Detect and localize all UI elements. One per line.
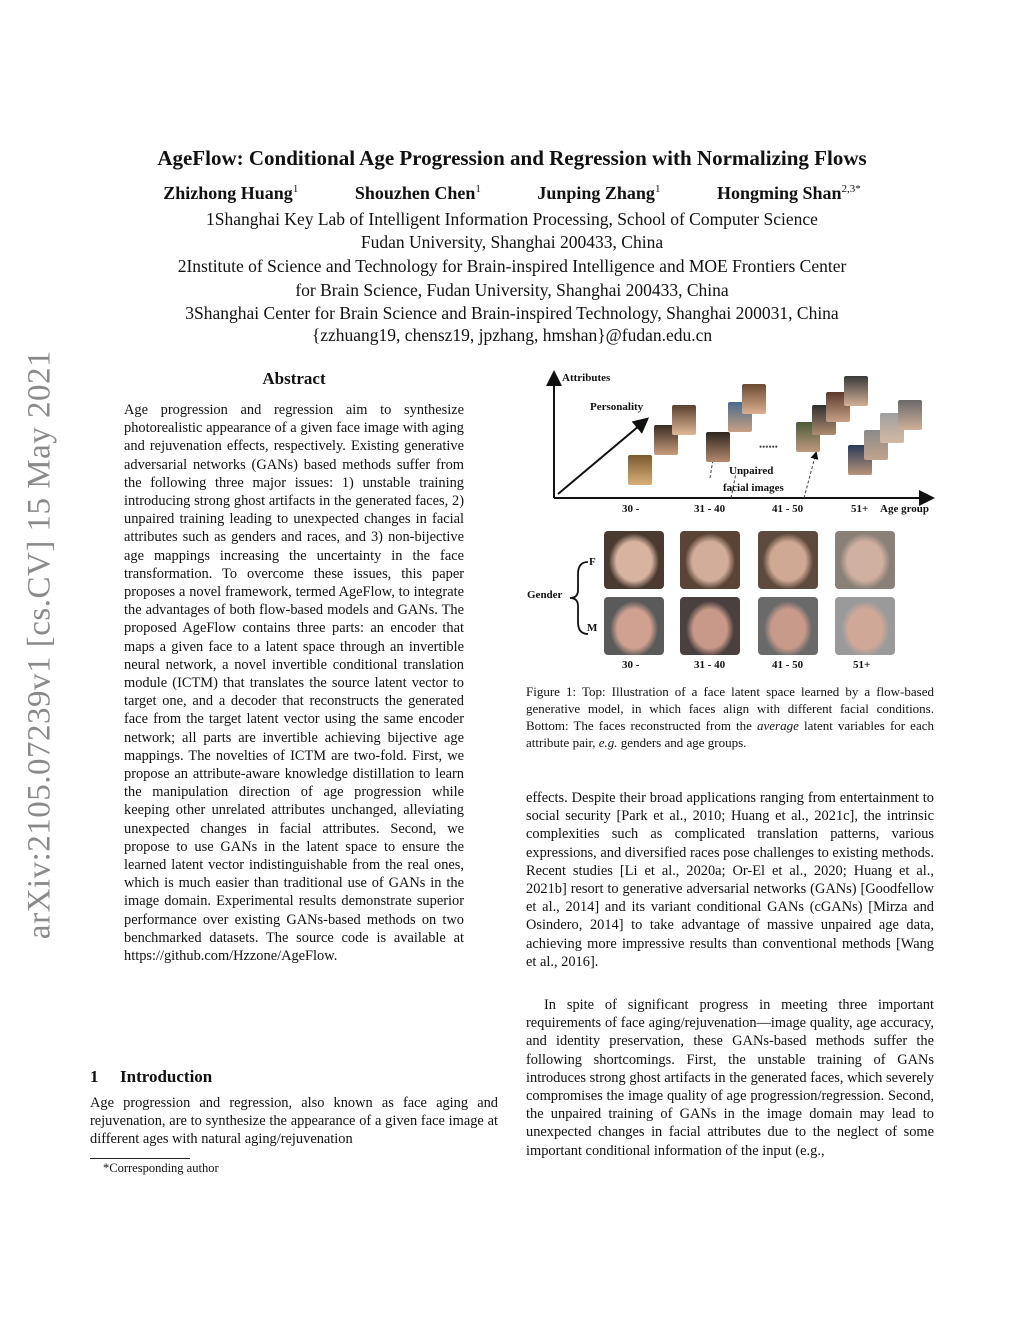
personality-label: Personality xyxy=(590,401,644,413)
age-tick: 31 - 40 xyxy=(694,503,726,515)
face-thumbnail xyxy=(672,405,696,435)
ellipsis-dots: •••••• xyxy=(759,442,778,452)
face-thumbnail xyxy=(898,400,922,430)
unpaired-label-2: facial images xyxy=(723,482,784,494)
unpaired-label: Unpaired xyxy=(729,465,774,477)
abstract-heading: Abstract xyxy=(262,369,326,388)
body-paragraph: effects. Despite their broad applications ranging from entertainment to social security [Park et al., 2010; Huang et al., 2021c], the intrinsic complexities such as complicated translation patterns, various expressions, and diversified races pose challenges to existing methods. Recent studies [Li et al., 2020a; Or-El et al., 2020; Huang et al., 2021b] resort to generative adversarial networks (GANs) [Goodfellow et al., 2014] and its variant conditional GANs (cGANs) [Mirza and Osindero, 2014] to take advantage of massive unpaired age data, achieving more impressive results than conventional methods [Wang et al., 2016]. xyxy=(526,790,934,970)
female-label: F xyxy=(589,556,596,568)
arxiv-identifier: arXiv:2105.07239v1 [cs.CV] 15 May 2021 xyxy=(21,349,58,940)
age-group-label: 41 - 50 xyxy=(772,659,804,671)
author: Junping Zhang$^1$ xyxy=(537,183,661,203)
dashed-arrow xyxy=(804,453,816,498)
face-female-41-50 xyxy=(758,531,818,589)
intro-paragraph: Age progression and regression, also known as face aging and rejuvenation, are to synthesize the appearance of a given face image at different ages with natural aging/rejuvenation xyxy=(90,1095,498,1148)
male-label: M xyxy=(587,622,598,634)
face-male-31-40 xyxy=(680,597,740,655)
affiliation-line: for Brain Science, Fudan University, Shanghai 200433, China xyxy=(295,280,729,300)
face-thumbnail xyxy=(844,376,868,406)
author: Zhizhong Huang$^1$ xyxy=(163,183,299,203)
gender-label: Gender xyxy=(527,589,563,601)
abstract-body: Age progression and regression aim to synthesize photorealistic appearance of a given face image with aging and rejuvenation effects, respectively. Existing generative adversarial networks (GANs) based methods suffer from the following three major issues: 1) unstable training introducing strong ghost artifacts in the generated faces, 2) unpaired training leading to unexpected changes in facial attributes such as genders and races, and 3) non-bijective age mappings increasing the uncertainty in the face transformation. To overcome these issues, this paper proposes a novel framework, termed AgeFlow, to integrate the advantages of both flow-based models and GANs. The proposed AgeFlow contains three parts: an encoder that maps a given face to a latent space through an invertible neural network, a novel invertible conditional translation module (ICTM) that translates the source latent vector to target one, and a decoder that reconstructs the generated face from the target latent vector using the same encoder network; all parts are invertible achieving bijective age mappings. The novelties of ICTM are two-fold. First, we propose an attribute-aware knowledge distillation to learn the manipulation direction of age progression while keeping other unrelated attributes unchanged, alleviating unexpected changes in facial attributes. Second, we propose to use GANs in the latent space to ensure the learned latent vector indistinguishable from the real ones, which is much easier than traditional use of GANs in the image domain. Experimental results demonstrate superior performance over existing GANs-based methods on two benchmarked datasets. The source code is available at https://github.com/Hzzone/AgeFlow. xyxy=(124,402,464,965)
age-tick: 30 - xyxy=(622,503,640,515)
section-heading: 1 Introduction xyxy=(90,1067,213,1086)
footnote: *Corresponding author xyxy=(103,1161,219,1175)
face-male-30 xyxy=(604,597,664,655)
age-group-label: 31 - 40 xyxy=(694,659,726,671)
paper-title: AgeFlow: Conditional Age Progression and Regression with Normalizing Flows xyxy=(157,146,867,170)
face-male-41-50 xyxy=(758,597,818,655)
face-female-30 xyxy=(604,531,664,589)
figure-caption: Figure 1: Top: Illustration of a face latent space learned by a flow-based generative model, in which faces align with different facial conditions. Bottom: The faces reconstructed from the average latent variables for each attribute pair, e.g. genders and age groups. xyxy=(526,684,934,750)
face-female-51 xyxy=(835,531,895,589)
author-list xyxy=(0,183,1024,204)
age-group-label: 30 - xyxy=(622,659,640,671)
face-thumbnail xyxy=(742,384,766,414)
face-thumbnail xyxy=(628,455,652,485)
affiliation-line: 1Shanghai Key Lab of Intelligent Information Processing, School of Computer Science xyxy=(206,209,818,229)
body-paragraph: In spite of significant progress in meeting three important requirements of face aging/rejuvenation—image quality, age accuracy, and identity preservation, these GANs-based methods suffer the following shortcomings. First, the unstable training of GANs introduces strong ghost artifacts in the generated faces, which severely compromises the image quality of age progression/regression. Second, the unpaired training of GANs in the image domain may lead to unexpected changes in facial attributes due to the neglect of some important conditional information of the input (e.g., xyxy=(526,997,934,1159)
face-female-31-40 xyxy=(680,531,740,589)
author: Shouzhen Chen$^1$ xyxy=(354,183,481,203)
x-axis-label: Age group xyxy=(880,503,929,515)
y-axis-label: Attributes xyxy=(562,372,611,384)
affiliation-line: 2Institute of Science and Technology for Brain-inspired Intelligence and MOE Frontiers Center xyxy=(177,256,847,276)
face-male-51 xyxy=(835,597,895,655)
age-tick: 51+ xyxy=(851,503,869,515)
age-tick: 41 - 50 xyxy=(772,503,804,515)
affiliation-line: 3Shanghai Center for Brain Science and Brain-inspired Technology, Shanghai 200031, China xyxy=(185,303,839,323)
author: Hongming Shan$^{2,3*}$ xyxy=(716,183,861,203)
email-line: {zzhuang19, chensz19, jpzhang, hmshan}@fudan.edu.cn xyxy=(311,325,713,345)
face-thumbnail xyxy=(706,432,730,462)
affiliation-line: Fudan University, Shanghai 200433, China xyxy=(360,232,664,252)
age-group-label: 51+ xyxy=(853,659,871,671)
footnote-rule xyxy=(90,1158,190,1159)
